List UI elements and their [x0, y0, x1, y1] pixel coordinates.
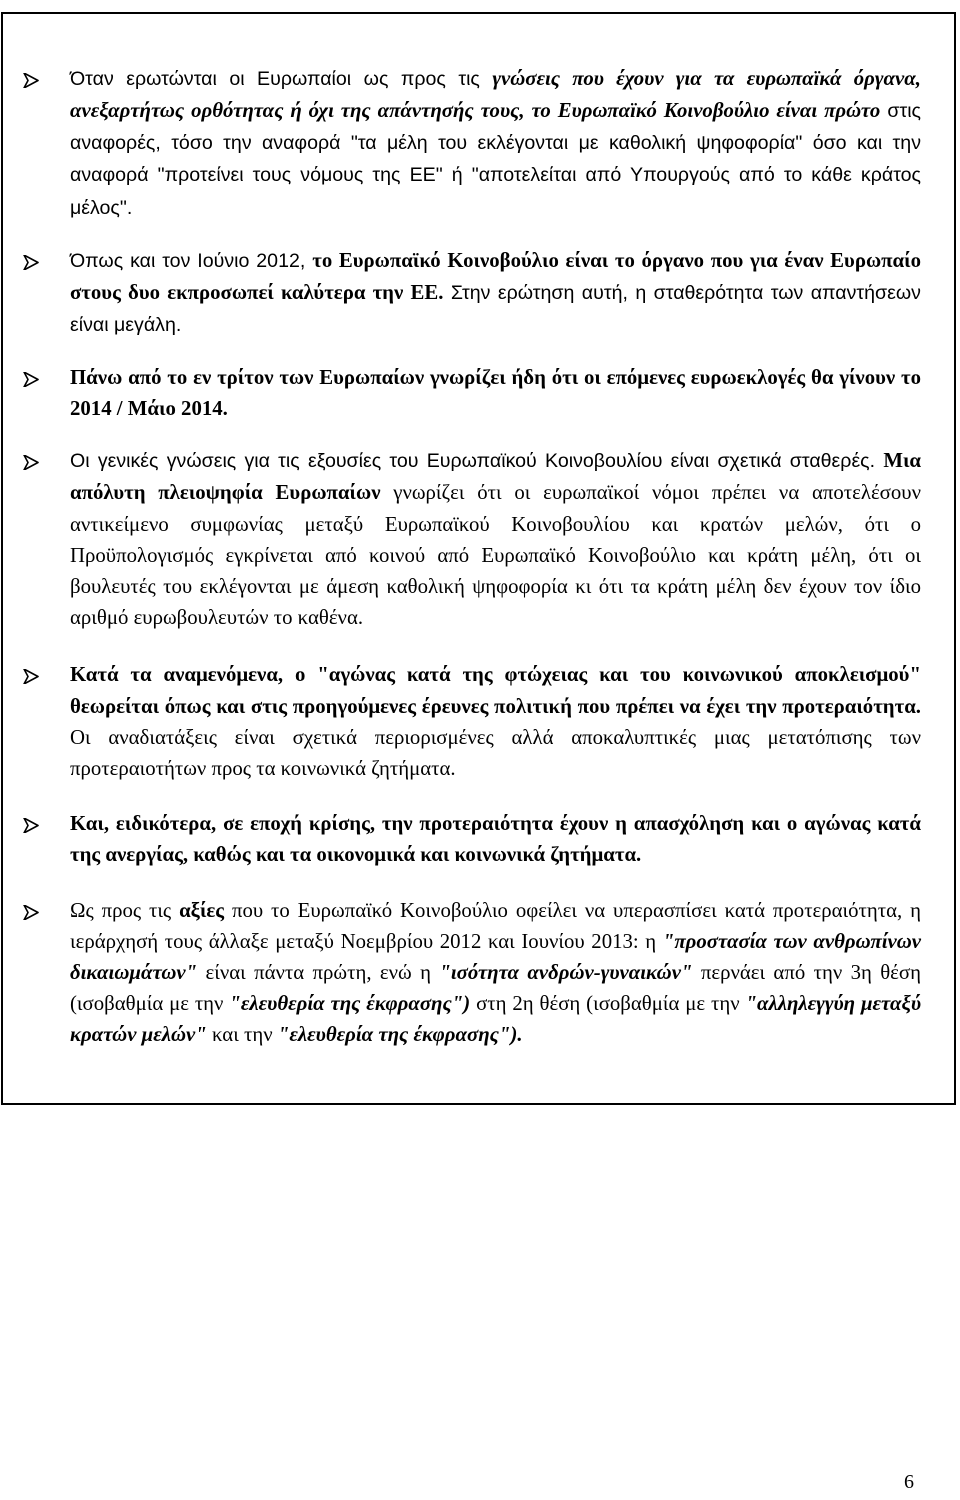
text-run: "προστασία των ανθρωπίνων δικαιωμάτων": [70, 929, 921, 985]
bullet-text: [70, 808, 921, 870]
bullet-text: [70, 63, 921, 224]
text-run: "αλληλεγγύη μεταξύ κρατών μελών": [70, 992, 922, 1047]
bullet-text: [70, 245, 921, 342]
arrowhead-bullet-icon: [23, 255, 39, 270]
text-run: Όταν ερωτώνται οι Ευρωπαίοι ως προς τις: [70, 67, 493, 90]
text-run: στη 2η θέση (ισοβαθμία με την: [470, 992, 746, 1016]
text-run: αξίες: [179, 898, 225, 922]
bullet-item: [16, 63, 921, 224]
text-run: Κατά τα αναμενόμενα, ο "αγώνας κατά της φτώχειας και του κοινωνικού αποκλεισμού" θεωρείται όπως και στις προηγούμενες έρευνες πολιτική που πρέπει να έχει την προτεραιότητα.: [70, 663, 921, 718]
text-run: Πάνω από το εν τρίτον των Ευρωπαίων γνωρίζει ήδη ότι οι επόμενες ευρωεκλογές θα γίνουν το 2014 / Μάιο 2014.: [70, 366, 921, 421]
bullet-item: [16, 895, 921, 1051]
text-run: Και, ειδικότερα, σε εποχή κρίσης, την προτεραιότητα έχουν η απασχόληση και ο αγώνας κατά της ανεργίας, καθώς και τα οικονομικά και κοινωνικά ζητήματα.: [70, 812, 921, 867]
text-run: "ελευθερία της έκφρασης").: [277, 1023, 523, 1047]
text-run: το Ευρωπαϊκό Κοινοβούλιο είναι το όργανο που για έναν Ευρωπαίο στους δυο εκπροσωπεί καλύτερα την ΕΕ.: [70, 248, 922, 304]
text-run: "ελευθερία της έκφρασης"): [229, 992, 471, 1016]
text-run: που το Ευρωπαϊκό Κοινοβούλιο οφείλει να υπερασπίσει κατά προτεραιότητα, η ιεράρχησή τους άλλαξε μεταξύ Νοεμβρίου 2012 και Ιουνίου 2013: η: [70, 898, 921, 953]
text-run: είναι πάντα πρώτη, ενώ η: [197, 961, 440, 985]
text-run: γνώσεις που έχουν για τα ευρωπαϊκά όργανα, ανεξαρτήτως ορθότητας ή όχι της απάντησής τους, το Ευρωπαϊκό Κοινοβούλιο είναι πρώτο: [70, 66, 921, 122]
text-run: και την: [206, 1023, 278, 1047]
text-run: Όπως και τον Ιούνιο 2012,: [70, 249, 313, 272]
text-run: "ισότητα ανδρών-γυναικών": [439, 961, 693, 985]
bullet-text: [70, 659, 921, 784]
bullet-text: [70, 362, 921, 424]
bullet-item: [16, 808, 921, 870]
text-run: Μια απόλυτη πλειοψηφία Ευρωπαίων: [70, 449, 921, 505]
bullet-item: [16, 245, 921, 342]
bullet-text: [70, 445, 921, 633]
text-run: Οι αναδιατάξεις είναι σχετικά περιορισμένες αλλά αποκαλυπτικές μιας μετατόπισης των προτεραιοτήτων προς τα κοινωνικά ζητήματα.: [70, 725, 921, 781]
arrowhead-bullet-icon: [23, 669, 39, 684]
text-run: γνωρίζει ότι οι ευρωπαϊκοί νόμοι πρέπει να αποτελέσουν αντικείμενο συμφωνίας μεταξύ Ευρωπαϊκού Κοινοβουλίου και κρατών μελών, ότι ο Προϋπολογισμός εγκρίνεται από κοινού από Ευρωπαϊκό Κοινοβούλιο και κράτη μέλη, ότι οι βουλευτές του εκλέγονται με άμεση καθολική ψηφοφορία κι ότι τα κράτη μέλη δεν έχουν τον ίδιο αριθμό ευρωβουλευτών το καθένα.: [70, 481, 921, 630]
arrowhead-bullet-icon: [23, 905, 39, 920]
arrowhead-bullet-icon: [23, 73, 39, 88]
bullet-item: [16, 445, 921, 633]
bullet-text: [70, 895, 921, 1051]
text-run: Στην ερώτηση αυτή, η σταθερότητα των απαντήσεων είναι μεγάλη.: [70, 281, 921, 337]
text-run: Οι γενικές γνώσεις για τις εξουσίες του Ευρωπαϊκού Κοινοβουλίου είναι σχετικά σταθερές.: [70, 450, 884, 473]
arrowhead-bullet-icon: [23, 372, 39, 387]
bullet-item: [16, 362, 921, 424]
text-run: περνάει από την 3η θέση (ισοβαθμία με την: [70, 961, 921, 1016]
arrowhead-bullet-icon: [23, 455, 39, 470]
page-number: 6: [904, 1471, 914, 1493]
bullet-item: [16, 659, 921, 784]
arrowhead-bullet-icon: [23, 818, 39, 833]
bullet-list: [16, 42, 921, 1071]
text-run: στις αναφορές, τόσο την αναφορά "τα μέλη του εκλέγονται με καθολική ψηφοφορία" όσο και την αναφορά "προτείνει τους νόμους της ΕΕ" ή "αποτελείται από Υπουργούς από το κάθε κράτος μέλος".: [70, 100, 922, 219]
text-run: Ως προς τις: [70, 898, 180, 922]
